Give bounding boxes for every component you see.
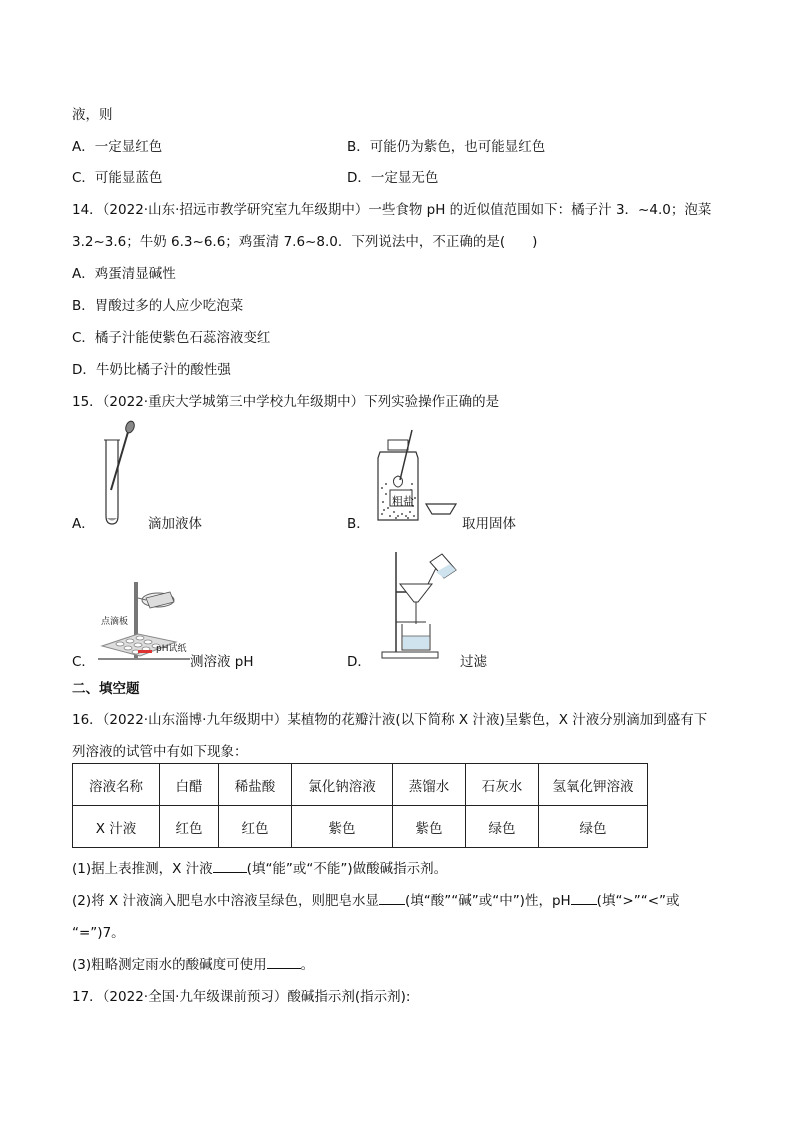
- q15-option-c-letter: C．: [72, 654, 95, 670]
- q15-option-d-caption: 过滤: [460, 654, 487, 670]
- q16-part2: [72, 889, 680, 909]
- q14-option-d: D．牛奶比橘子汁的酸性强: [72, 362, 231, 378]
- q15-option-b-caption: 取用固体: [462, 516, 516, 532]
- table-cell: 紫色: [292, 806, 393, 848]
- table-header-cell: 氯化钠溶液: [292, 764, 393, 806]
- table-header-cell: 氢氧化钾溶液: [539, 764, 648, 806]
- q17-stem: 17．（2022·全国·九年级课前预习）酸碱指示剂(指示剂):: [72, 989, 411, 1005]
- table-cell: 紫色: [393, 806, 466, 848]
- q14-stem-line1: 14．（2022·山东·招远市教学研究室九年级期中）一些食物 pH 的近似值范围如下：橘子汁 3．~4.0；泡菜: [72, 202, 712, 218]
- q15-option-a-caption: 滴加液体: [148, 516, 202, 532]
- q16-part3-text-b: 。: [300, 957, 315, 973]
- q16-stem-line1: 16．（2022·山东淄博·九年级期中）某植物的花瓣汁液(以下简称 X 汁液)呈紫色，X 汁液分别滴加到盛有下: [72, 712, 708, 728]
- q16-part2-cont: “=”)7。: [72, 925, 125, 941]
- answer-blank[interactable]: [379, 890, 405, 905]
- table-header-cell: 蒸馏水: [393, 764, 466, 806]
- q16-part3-text-a: (3)粗略测定雨水的酸碱度可使用: [72, 957, 267, 973]
- dot-plate-label: 点滴板: [101, 617, 129, 627]
- q13-continuation: 液，则: [72, 107, 113, 123]
- answer-blank[interactable]: [213, 858, 247, 873]
- filtration-apparatus-figure: [380, 548, 470, 662]
- answer-blank[interactable]: [571, 890, 597, 905]
- q15-option-c-caption: 测溶液 pH: [190, 654, 254, 670]
- q14-option-b: B．胃酸过多的人应少吃泡菜: [72, 298, 244, 314]
- q16-part2-text-a: (2)将 X 汁液滴入肥皂水中溶液呈绿色，则肥皂水显: [72, 893, 379, 909]
- q16-part1: [72, 857, 447, 877]
- table-cell: 绿色: [539, 806, 648, 848]
- q16-part1-text-b: (填“能”或“不能”)做酸碱指示剂。: [246, 861, 448, 877]
- q14-stem-line2: 3.2~3.6；牛奶 6.3~6.6；鸡蛋清 7.6~8.0．下列说法中，不正确的是( ): [72, 234, 538, 250]
- table-cell: 红色: [219, 806, 292, 848]
- table-header-cell: 石灰水: [466, 764, 539, 806]
- test-tube-dropper-figure: [98, 420, 138, 530]
- q16-stem-line2: 列溶液的试管中有如下现象：: [72, 744, 248, 760]
- q16-part3: [72, 953, 314, 973]
- q15-option-d-letter: D．: [347, 654, 371, 670]
- table-header-row: [73, 764, 648, 806]
- q15-option-a-letter: A．: [72, 516, 95, 532]
- table-header-cell: 溶液名称: [73, 764, 160, 806]
- q15-stem: 15．（2022·重庆大学城第三中学校九年级期中）下列实验操作正确的是: [72, 394, 500, 410]
- jar-label: 粗盐: [392, 495, 414, 508]
- table-cell: X 汁液: [73, 806, 160, 848]
- q13-option-b: B．可能仍为紫色，也可能显红色: [347, 139, 546, 155]
- section-heading-fill-in: 二、填空题: [72, 681, 140, 697]
- table-header-cell: 稀盐酸: [219, 764, 292, 806]
- q13-option-a: A．一定显红色: [72, 139, 163, 155]
- table-cell: 绿色: [466, 806, 539, 848]
- table-row: [73, 806, 648, 848]
- q15-option-b-letter: B．: [347, 516, 370, 532]
- q16-part2-text-b: (填“酸”“碱”或“中”)性，pH: [404, 893, 571, 909]
- table-header-cell: 白醋: [160, 764, 219, 806]
- q16-part2-text-c: (填“>”“<”或: [596, 893, 680, 909]
- ph-paper-label: pH试纸: [156, 644, 187, 654]
- q13-option-c: C．可能显蓝色: [72, 170, 163, 186]
- reagent-jar-spoon-figure: [372, 428, 462, 524]
- q14-option-c: C．橘子汁能使紫色石蕊溶液变红: [72, 330, 271, 346]
- q14-option-a: A．鸡蛋清显碱性: [72, 266, 176, 282]
- table-cell: 红色: [160, 806, 219, 848]
- answer-blank[interactable]: [267, 954, 301, 969]
- observation-table: [72, 763, 648, 848]
- q16-part1-text-a: (1)据上表推测，X 汁液: [72, 861, 213, 877]
- q13-option-d: D．一定显无色: [347, 170, 439, 186]
